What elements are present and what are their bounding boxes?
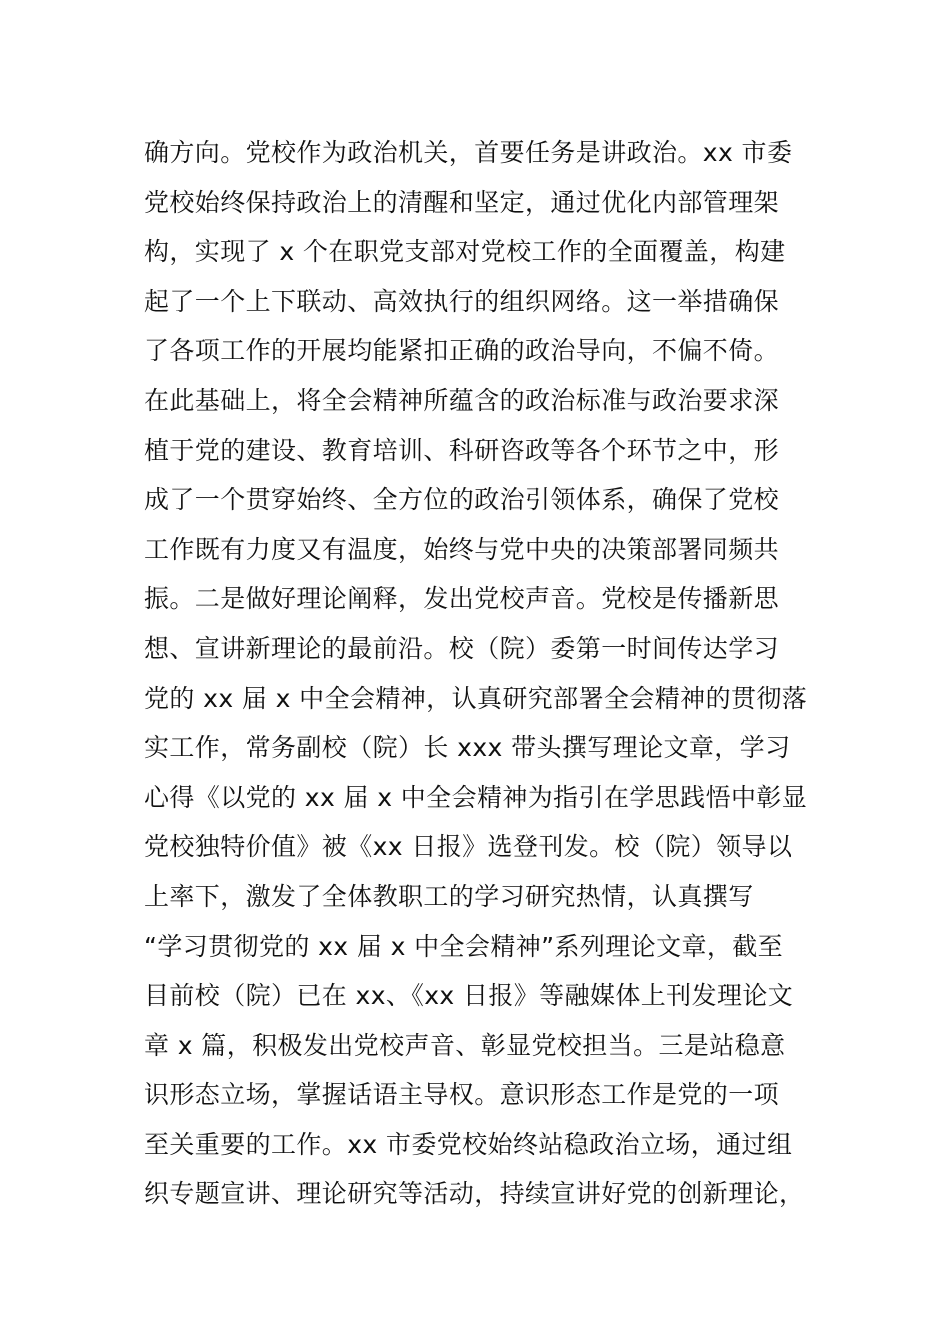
text-line: 构，实现了 x 个在职党支部对党校工作的全面覆盖，构建 xyxy=(144,237,786,267)
text-line: 振。二是做好理论阐释，发出党校声音。党校是传播新思 xyxy=(144,584,780,614)
text-line: 党校独特价值》被《xx 日报》选登刊发。校（院）领导以 xyxy=(144,832,793,862)
text-line: 成了一个贯穿始终、全方位的政治引领体系，确保了党校 xyxy=(144,485,780,515)
text-line: 党的 xx 届 x 中全会精神，认真研究部署全会精神的贯彻落 xyxy=(144,683,808,713)
text-line: 确方向。党校作为政治机关，首要任务是讲政治。xx 市委 xyxy=(144,138,793,167)
text-line: 心得《以党的 xx 届 x 中全会精神为指引在学思践悟中彰显 xyxy=(144,782,808,812)
text-line: 章 x 篇，积极发出党校声音、彰显党校担当。三是站稳意 xyxy=(144,1030,786,1060)
text-line: 识形态立场，掌握话语主导权。意识形态工作是党的一项 xyxy=(144,1080,780,1110)
text-line: 在此基础上，将全会精神所蕴含的政治标准与政治要求深 xyxy=(144,385,780,415)
text-line: 织专题宣讲、理论研究等活动，持续宣讲好党的创新理论， xyxy=(144,1179,805,1209)
text-line: 想、宣讲新理论的最前沿。校（院）委第一时间传达学习 xyxy=(144,633,780,663)
body-text xyxy=(144,128,814,1219)
text-line: “学习贯彻党的 xx 届 x 中全会精神”系列理论文章，截至 xyxy=(144,931,784,961)
text-line: 至关重要的工作。xx 市委党校始终站稳政治立场，通过组 xyxy=(144,1129,793,1159)
text-line: 目前校（院）已在 xx、《xx 日报》等融媒体上刊发理论文 xyxy=(144,981,794,1011)
text-line: 实工作，常务副校（院）长 xxx 带头撰写理论文章，学习 xyxy=(144,733,791,763)
text-line: 了各项工作的开展均能紧扣正确的政治导向，不偏不倚。 xyxy=(144,336,780,366)
text-line: 植于党的建设、教育培训、科研咨政等各个环节之中，形 xyxy=(144,435,780,465)
text-line: 上率下，激发了全体教职工的学习研究热情，认真撰写 xyxy=(144,881,754,911)
text-line: 工作既有力度又有温度，始终与党中央的决策部署同频共 xyxy=(144,534,780,564)
text-line: 起了一个上下联动、高效执行的组织网络。这一举措确保 xyxy=(144,286,780,316)
text-line: 党校始终保持政治上的清醒和坚定，通过优化内部管理架 xyxy=(144,187,780,217)
